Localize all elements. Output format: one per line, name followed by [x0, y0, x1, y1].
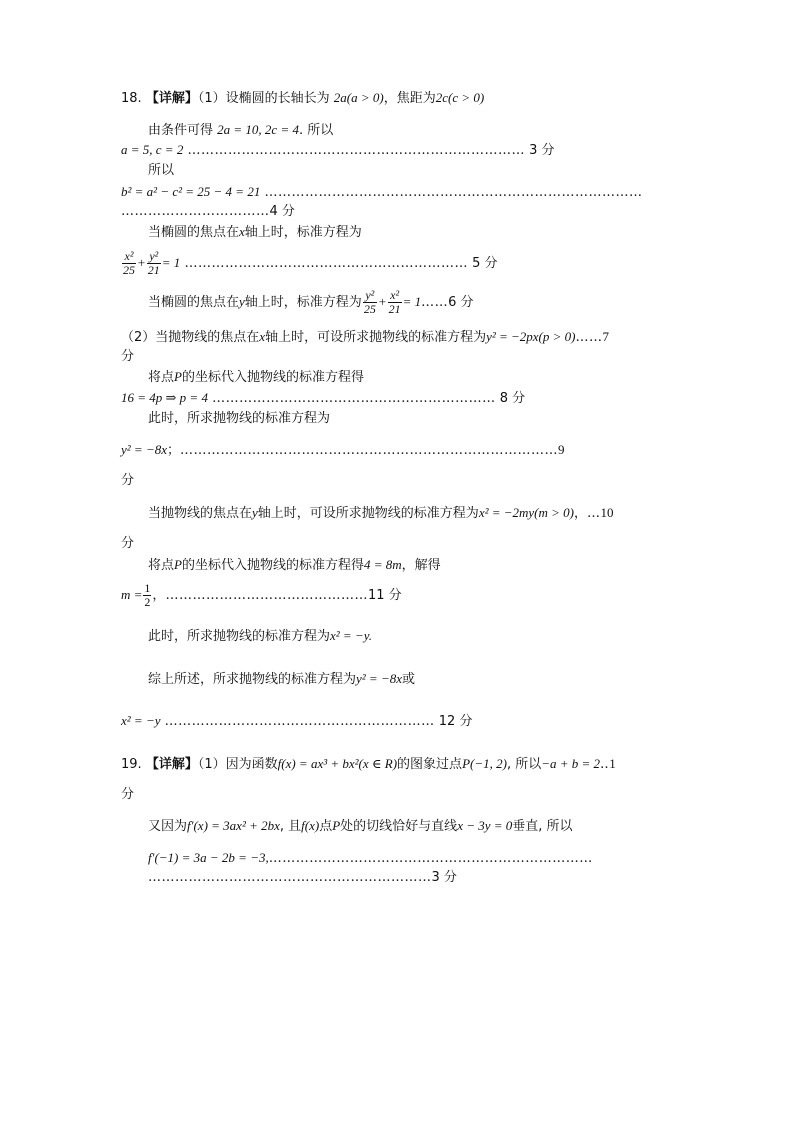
- math: 2a = 10, 2c = 4: [217, 122, 299, 137]
- math: b² = a² − c² = 25 − 4 = 21: [121, 184, 261, 199]
- numerator: 1: [144, 581, 151, 595]
- q19-line-3: [148, 817, 573, 836]
- q18-line-16: [121, 472, 134, 490]
- math: m =: [121, 587, 143, 602]
- score: 8 分: [499, 391, 526, 406]
- denominator: 25: [363, 302, 376, 316]
- math: P(−1, 2): [462, 756, 507, 771]
- fraction: [363, 289, 377, 316]
- text: , 且: [279, 819, 302, 834]
- q18-line-6: [121, 203, 295, 221]
- score: 10: [600, 505, 614, 520]
- text: 综上所述，所求抛物线的标准方程为: [148, 672, 357, 687]
- q18-line-2: [148, 121, 333, 140]
- text: 处的切线恰好与直线: [340, 819, 458, 834]
- leader-dots: ……………………………: [121, 204, 270, 219]
- text: ；: [166, 443, 180, 458]
- math: +: [377, 294, 387, 309]
- leader-dots: ………………………………………………………………: [268, 851, 593, 866]
- fraction: [143, 582, 151, 609]
- math: x − 3y = 0: [457, 818, 513, 833]
- text: 此时，所求抛物线的标准方程为: [148, 629, 331, 644]
- q18-line-3: [121, 141, 555, 160]
- math: P: [174, 557, 182, 572]
- score-unit: 分: [121, 787, 135, 802]
- denominator: 21: [147, 263, 160, 277]
- math: f′(−1) = 3a − 2b = −3,: [148, 850, 269, 865]
- leader-dots: ……………………………………………………: [164, 714, 435, 729]
- q18-line-17: [148, 504, 614, 523]
- q19-line-2: [121, 786, 134, 804]
- score: 12 分: [438, 714, 473, 729]
- q18-line-9: [148, 287, 474, 318]
- q18-line-14: [148, 410, 330, 428]
- text: 点: [319, 819, 333, 834]
- q19-line-1: [121, 755, 616, 774]
- math: y² = −8x: [121, 442, 167, 457]
- numerator: x²: [122, 250, 136, 264]
- math: f′(x) = 3ax² + 2bx: [187, 818, 280, 833]
- text: 将点: [148, 558, 175, 573]
- q18-line-19: [148, 556, 441, 575]
- leader-dots: ……: [575, 330, 603, 345]
- text: ，解得: [401, 558, 441, 573]
- score: 4 分: [269, 204, 295, 219]
- score: 7: [602, 329, 609, 344]
- q18-line-5: [121, 183, 642, 202]
- text: ，: [152, 588, 166, 603]
- math: 2a(a > 0): [333, 90, 384, 105]
- denominator: 2: [144, 595, 151, 609]
- q19-number: 19.: [121, 757, 142, 772]
- text: , 所以: [506, 757, 542, 772]
- leader-dots: ……: [421, 295, 449, 310]
- q18-line-4: [148, 162, 174, 180]
- fraction: [147, 250, 161, 277]
- math: x² = −2my(m > 0): [478, 505, 575, 520]
- text: 当椭圆的焦点在: [148, 295, 240, 310]
- q18-line-18: [121, 535, 134, 553]
- text: 此时，所求抛物线的标准方程为: [148, 411, 331, 426]
- score: 9: [558, 442, 565, 457]
- score-unit: 分: [121, 473, 135, 488]
- q18-line-1: [121, 89, 484, 108]
- score: 11 分: [367, 588, 402, 603]
- math: +: [137, 255, 146, 270]
- q19-line-5: [148, 869, 457, 887]
- math: y: [252, 505, 258, 520]
- q18-line-8: [121, 248, 498, 279]
- q18-line-13: [121, 389, 525, 408]
- math: = 1: [161, 255, 181, 270]
- text: 轴上时，标准方程为: [244, 295, 362, 310]
- text: 轴上时，标准方程为: [244, 225, 362, 240]
- text: （2）当抛物线的焦点在: [121, 330, 260, 345]
- math: x² = −y: [121, 713, 161, 728]
- denominator: 21: [388, 302, 401, 316]
- math: y² = −2px(p > 0): [486, 329, 576, 344]
- text: 的坐标代入抛物线的标准方程得: [181, 370, 364, 385]
- score: 3 分: [431, 870, 457, 885]
- math: 2c(c > 0): [435, 90, 485, 105]
- q19-tag: 【详解】: [145, 757, 198, 772]
- leader-dots: ………………………………………………………: [212, 391, 496, 406]
- text: 当抛物线的焦点在: [148, 506, 253, 521]
- q18-line-7: [148, 223, 362, 242]
- q18-tag: 【详解】: [145, 91, 198, 106]
- math: a = 5, c = 2: [121, 142, 184, 157]
- leader-dots: …………………………………………………………………: [187, 143, 525, 158]
- math: y² = −8x: [356, 671, 402, 686]
- q18-line-20: [121, 580, 402, 611]
- text: 的图象过点: [397, 757, 463, 772]
- fraction: [122, 250, 136, 277]
- score: 6 分: [448, 295, 474, 310]
- leader-dots: …………………………………………………………………………: [180, 443, 558, 458]
- text: ，焦距为: [383, 91, 436, 106]
- text: 将点: [148, 370, 175, 385]
- math: P: [174, 369, 182, 384]
- denominator: 25: [123, 263, 135, 277]
- text: 垂直, 所以: [512, 819, 573, 834]
- text: （1）因为函数: [197, 757, 278, 772]
- leader-dots: ………………………………………………………: [184, 256, 468, 271]
- math: P: [332, 818, 341, 833]
- q18-line-23: [121, 712, 472, 731]
- q18-line-10: [121, 328, 609, 347]
- math: y: [239, 294, 245, 309]
- score: 5 分: [472, 256, 498, 271]
- math: x: [259, 329, 266, 344]
- text: 当椭圆的焦点在: [148, 225, 240, 240]
- q18-line-22: [148, 670, 415, 689]
- numerator: x²: [388, 289, 402, 303]
- score: 1: [609, 756, 616, 771]
- math: x² = −y: [330, 628, 369, 643]
- numerator: y²: [147, 250, 161, 264]
- score-unit: 分: [121, 349, 135, 364]
- leader-dots: ‥: [600, 757, 610, 772]
- text: . 所以: [298, 123, 334, 138]
- text: 轴上时，可设所求抛物线的标准方程为: [257, 506, 479, 521]
- leader-dots: …: [587, 506, 601, 521]
- text: 的坐标代入抛物线的标准方程得: [181, 558, 364, 573]
- math: = 1: [402, 294, 422, 309]
- leader-dots: …………………………………………………………………………: [264, 185, 643, 200]
- numerator: y²: [363, 289, 377, 303]
- text: 轴上时，可设所求抛物线的标准方程为: [265, 330, 487, 345]
- text: 又因为: [148, 819, 188, 834]
- math: 16 = 4p ⇒ p = 4: [121, 390, 208, 405]
- math: f(x) = ax³ + bx²(x ∈ R): [277, 756, 398, 771]
- score: 3 分: [529, 143, 555, 158]
- math: 4 = 8m: [363, 557, 402, 572]
- q18-number: 18.: [121, 91, 142, 106]
- q18-line-12: [148, 368, 364, 387]
- q18-line-11: [121, 348, 134, 366]
- leader-dots: ………………………………………: [165, 588, 368, 603]
- text: ，: [574, 506, 588, 521]
- text: （1）设椭圆的长轴长为: [197, 91, 330, 106]
- text: 所以: [148, 163, 175, 178]
- text: 由条件可得: [148, 123, 214, 138]
- q19-line-4: [148, 849, 593, 868]
- math: x: [239, 224, 245, 239]
- leader-dots: ………………………………………………………: [148, 870, 432, 885]
- math: −a + b = 2: [541, 756, 601, 771]
- q18-line-21: [148, 627, 372, 646]
- fraction: [388, 289, 402, 316]
- score-unit: 分: [121, 536, 135, 551]
- text: 或: [402, 672, 416, 687]
- math: f(x): [301, 818, 320, 833]
- q18-line-15: [121, 441, 565, 460]
- math: .: [368, 628, 373, 643]
